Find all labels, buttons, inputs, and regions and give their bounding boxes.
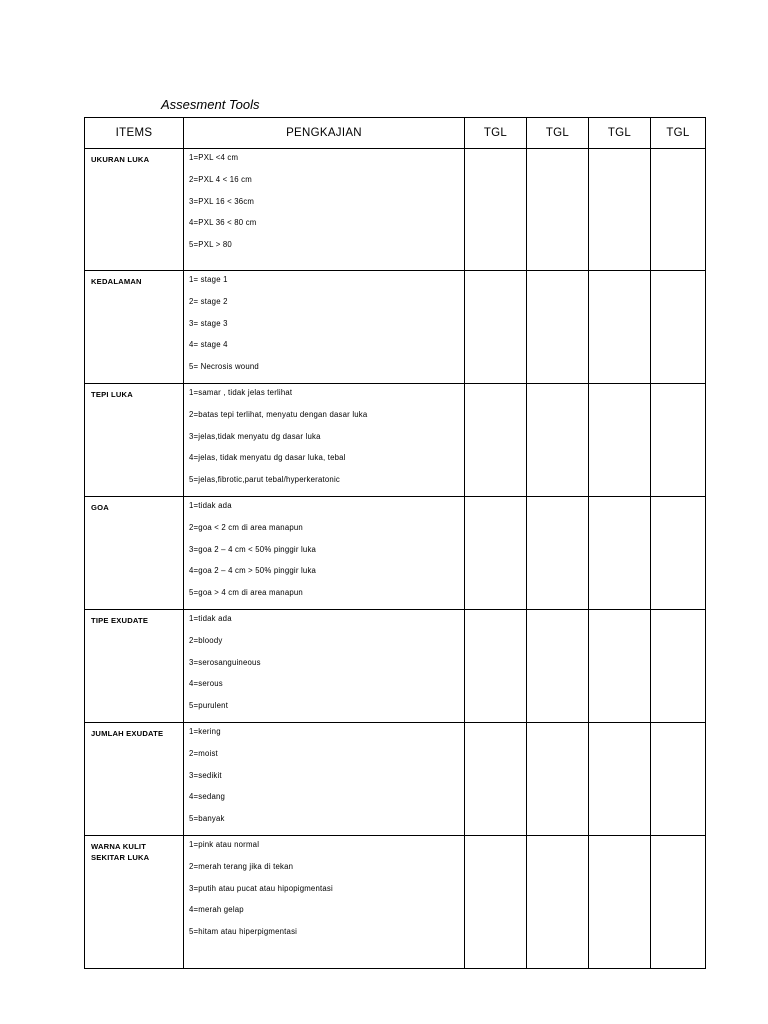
tgl-entry-cell-3[interactable] [589,271,651,384]
tgl-entry-cell-2[interactable] [527,609,589,722]
table-row [85,271,706,384]
pengkajian-cell [184,722,465,835]
option-item: 2=merah terang jika di tekan [189,861,294,871]
option-list [184,271,464,383]
tgl-entry-cell-1[interactable] [465,383,527,496]
header-tgl-4: TGL [651,118,706,149]
tgl-entry-cell-4[interactable] [651,149,706,271]
item-label: GOA [91,502,109,512]
option-item: 2=goa < 2 cm di area manapun [189,522,303,532]
option-item: 5=hitam atau hiperpigmentasi [189,927,298,937]
item-cell [85,609,184,722]
tgl-entry-cell-1[interactable] [465,271,527,384]
header-tgl-3: TGL [589,118,651,149]
option-item: 3=sedikit [189,770,222,780]
option-item: 1=PXL <4 cm [189,153,239,162]
tgl-entry-cell-2[interactable] [527,835,589,968]
option-item: 3=PXL 16 < 36cm [189,196,255,206]
option-item: 5=goa > 4 cm di area manapun [189,588,303,598]
option-item: 2=PXL 4 < 16 cm [189,174,252,184]
item-label: WARNA KULIT SEKITAR LUKA [91,841,150,862]
option-item: 4=goa 2 – 4 cm > 50% pinggir luka [189,566,317,576]
option-list [184,497,464,609]
tgl-entry-cell-2[interactable] [527,496,589,609]
header-items: ITEMS [85,118,184,149]
item-label: UKURAN LUKA [91,155,150,164]
option-item: 4=serous [189,679,223,689]
header-tgl-2: TGL [527,118,589,149]
option-item: 5=banyak [189,814,225,824]
tgl-entry-cell-1[interactable] [465,496,527,609]
table-row [85,496,706,609]
item-cell [85,835,184,968]
table-row [85,383,706,496]
document-title: Assesment Tools [161,97,260,112]
pengkajian-cell [184,496,465,609]
item-cell [85,149,184,271]
option-item: 3=jelas,tidak menyatu dg dasar luka [189,431,321,441]
header-pengkajian: PENGKAJIAN [184,118,465,149]
assessment-table [84,117,706,969]
option-list [184,723,464,835]
item-cell [85,383,184,496]
tgl-entry-cell-4[interactable] [651,835,706,968]
tgl-entry-cell-2[interactable] [527,722,589,835]
option-item: 4=jelas, tidak menyatu dg dasar luka, tebal [189,453,346,463]
option-item: 5= Necrosis wound [189,362,259,372]
option-item: 1=pink atau normal [189,839,260,849]
option-list [184,149,464,261]
item-label: TEPI LUKA [91,389,133,399]
pengkajian-cell [184,271,465,384]
option-item: 5=jelas,fibrotic,parut tebal/hyperkeratonic [189,475,340,485]
option-item: 5=PXL > 80 [189,240,232,250]
option-item: 4=sedang [189,792,226,802]
header-row [85,118,706,149]
option-item: 3= stage 3 [189,318,228,328]
tgl-entry-cell-3[interactable] [589,149,651,271]
item-label: JUMLAH EXUDATE [91,728,164,738]
option-item: 3=goa 2 – 4 cm < 50% pinggir luka [189,544,317,554]
tgl-entry-cell-4[interactable] [651,271,706,384]
item-label: KEDALAMAN [91,277,142,286]
pengkajian-cell [184,383,465,496]
item-cell [85,496,184,609]
table-row [85,722,706,835]
tgl-entry-cell-1[interactable] [465,835,527,968]
option-item: 1=tidak ada [189,613,232,623]
option-list [184,836,464,948]
tgl-entry-cell-1[interactable] [465,722,527,835]
option-item: 4= stage 4 [189,340,228,350]
table-row [85,609,706,722]
tgl-entry-cell-4[interactable] [651,609,706,722]
option-item: 1=kering [189,726,221,736]
option-item: 2=batas tepi terlihat, menyatu dengan dasar luka [189,409,368,419]
tgl-entry-cell-3[interactable] [589,609,651,722]
tgl-entry-cell-3[interactable] [589,722,651,835]
tgl-entry-cell-1[interactable] [465,609,527,722]
tgl-entry-cell-4[interactable] [651,722,706,835]
tgl-entry-cell-3[interactable] [589,835,651,968]
option-item: 5=purulent [189,701,229,711]
item-cell [85,722,184,835]
option-list [184,610,464,722]
option-list [184,384,464,496]
option-item: 2=moist [189,748,218,758]
option-item: 2=bloody [189,635,223,645]
option-item: 3=serosanguineous [189,657,261,667]
option-item: 4=merah gelap [189,905,244,915]
option-item: 4=PXL 36 < 80 cm [189,218,257,228]
option-item: 2= stage 2 [189,296,228,306]
tgl-entry-cell-3[interactable] [589,496,651,609]
option-item: 3=putih atau pucat atau hipopigmentasi [189,883,333,893]
item-cell [85,271,184,384]
tgl-entry-cell-2[interactable] [527,149,589,271]
option-item: 1=samar , tidak jelas terlihat [189,387,293,397]
item-label: TIPE EXUDATE [91,615,149,625]
pengkajian-cell [184,149,465,271]
option-item: 1= stage 1 [189,275,228,284]
tgl-entry-cell-2[interactable] [527,271,589,384]
pengkajian-cell [184,609,465,722]
table-row [85,835,706,968]
tgl-entry-cell-4[interactable] [651,383,706,496]
tgl-entry-cell-4[interactable] [651,496,706,609]
header-tgl-1: TGL [465,118,527,149]
pengkajian-cell [184,835,465,968]
tgl-entry-cell-1[interactable] [465,149,527,271]
tgl-entry-cell-2[interactable] [527,383,589,496]
tgl-entry-cell-3[interactable] [589,383,651,496]
table-row [85,149,706,271]
option-item: 1=tidak ada [189,500,232,510]
